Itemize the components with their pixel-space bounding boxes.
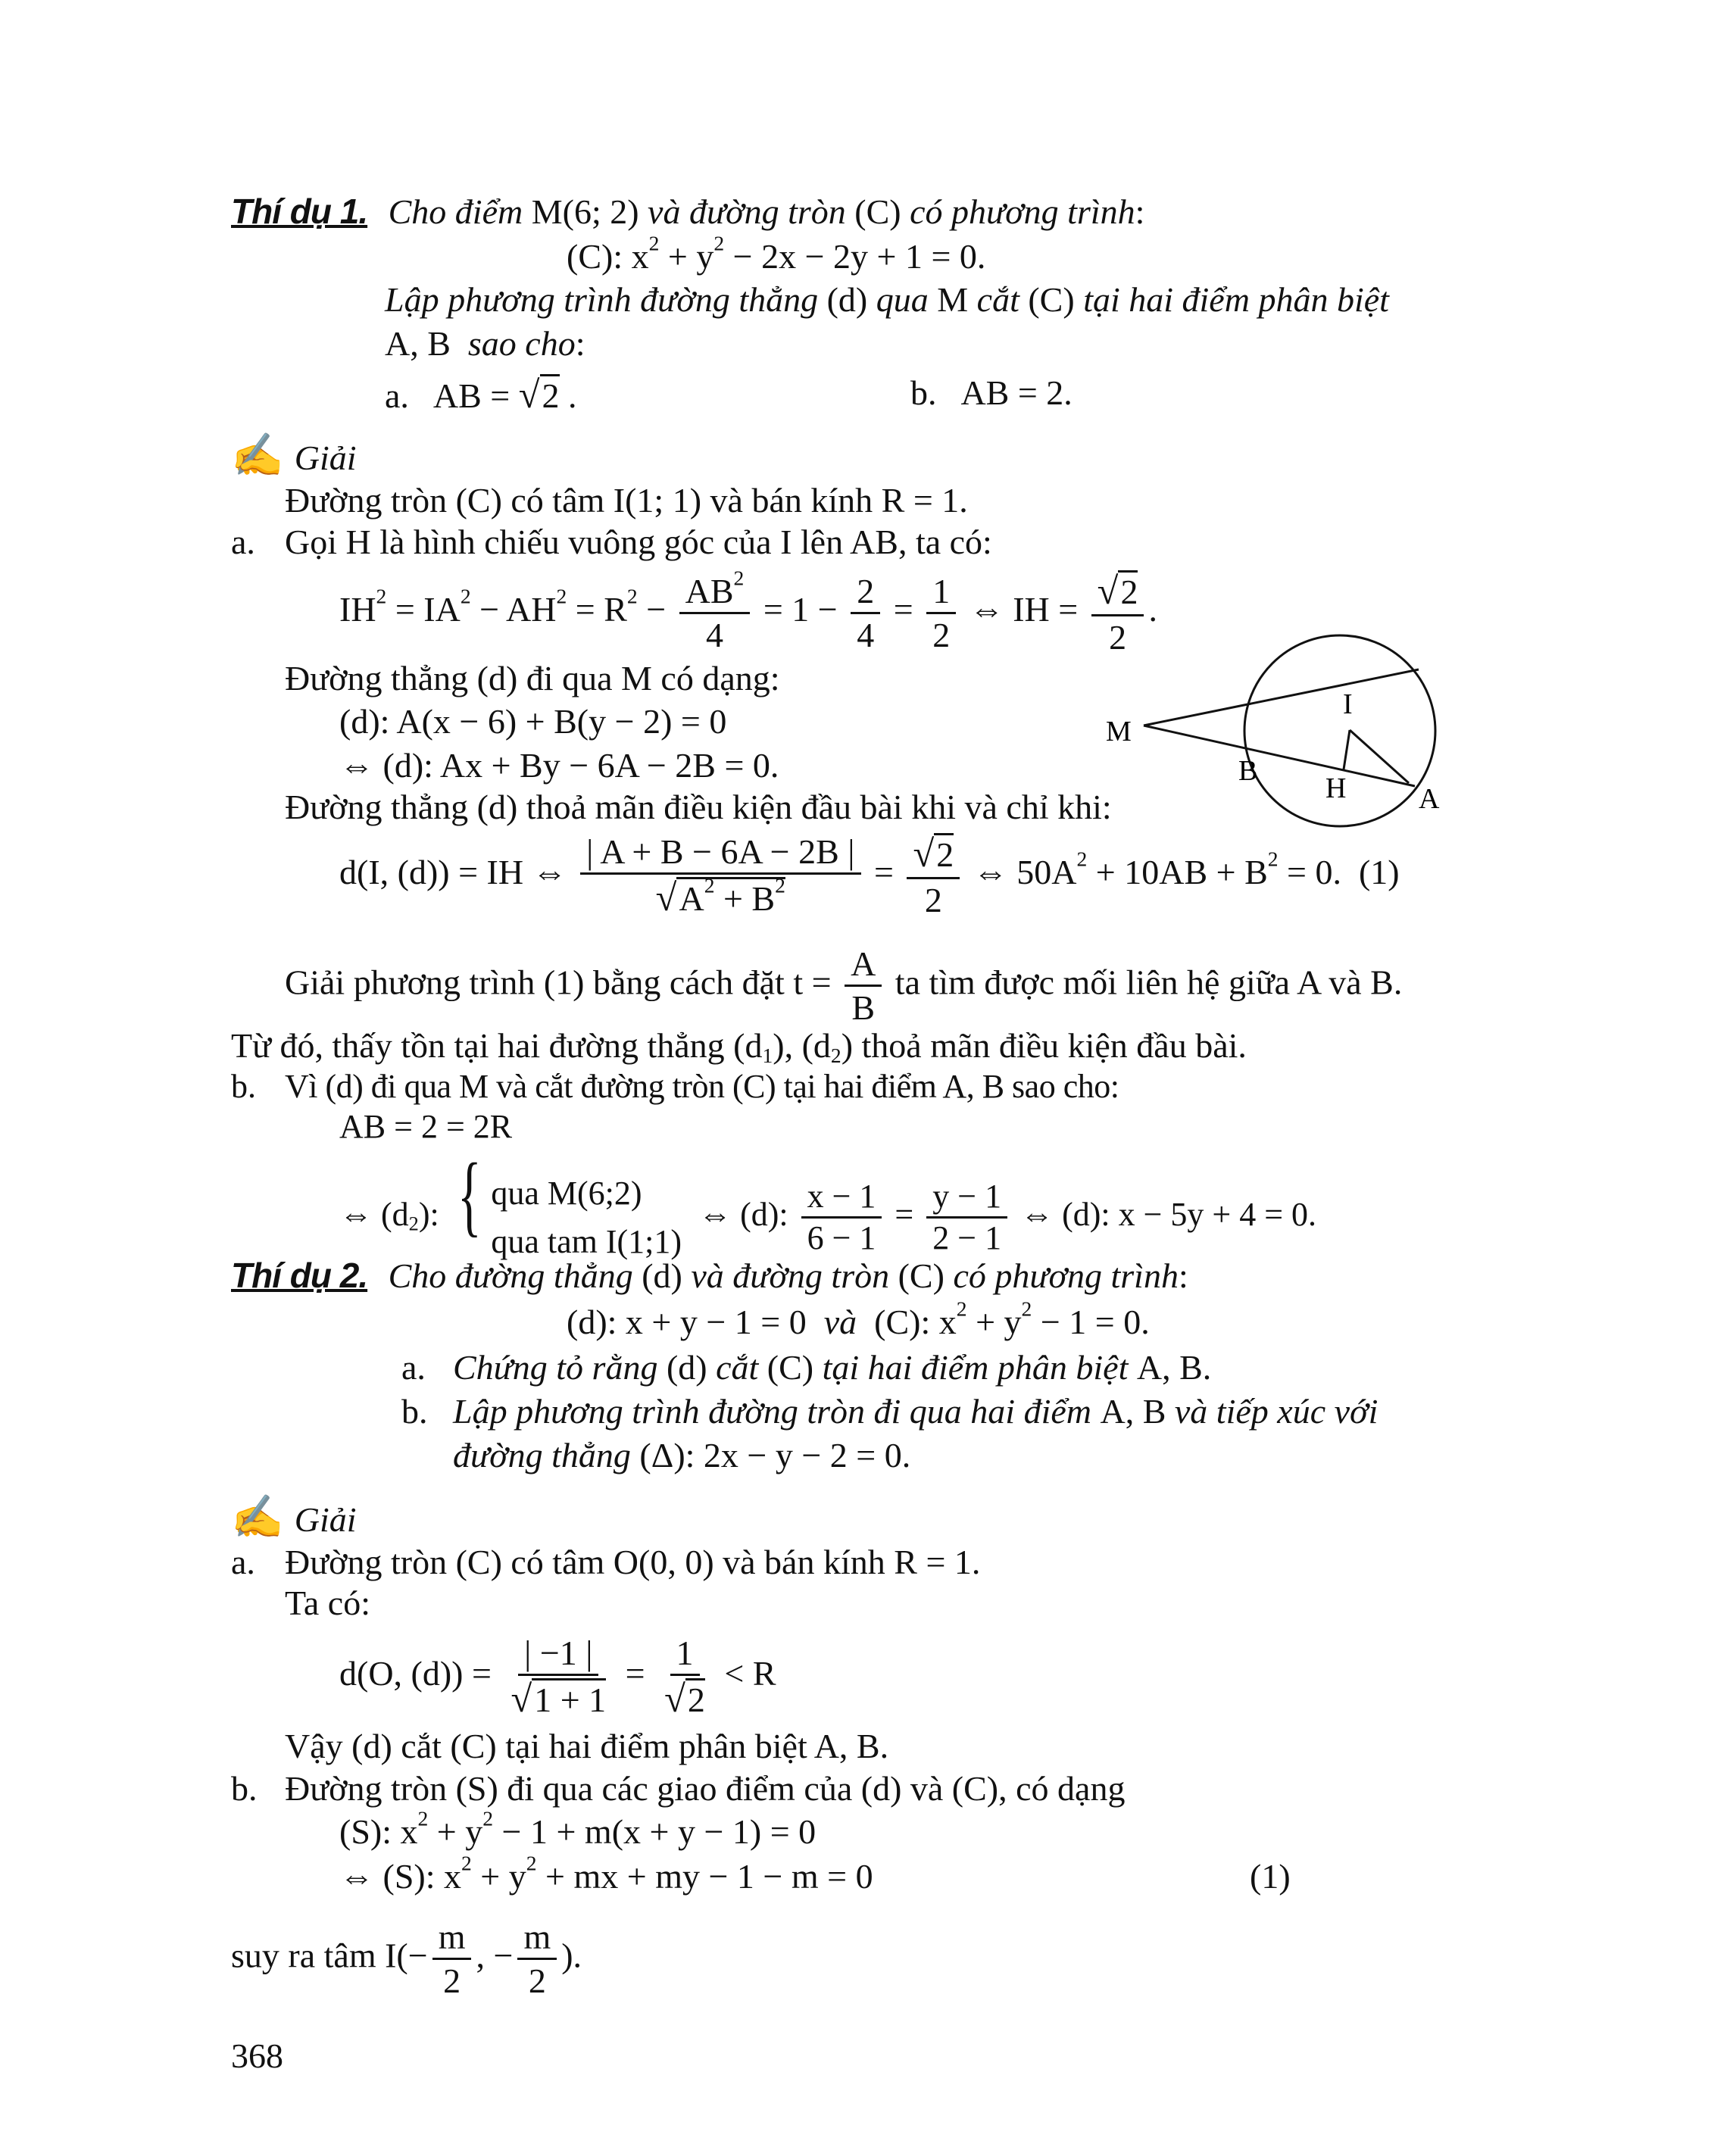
- page-number: 368: [231, 2036, 283, 2075]
- pen-writing-icon: ✍: [231, 432, 284, 479]
- solution-2-part-a-label: a.: [231, 1543, 255, 1581]
- solution-1-line-form: Đường thẳng (d) đi qua M có dạng:: [285, 659, 780, 697]
- example-2-part-a-text: Chứng tỏ rằng (d) cắt (C) tại hai điểm phân biệt A, B.: [453, 1348, 1212, 1387]
- solution-1-existence: Từ đó, thấy tồn tại hai đường thẳng $(d_1)$, $(d_2)$ thoả mãn điều kiện đầu bài.: [231, 1026, 1247, 1067]
- solution-2-s-equation-2: ⇔ (S): $x^2 + y^2$ + mx + my − 1 − m = 0: [339, 1851, 873, 1896]
- solution-1-part-a-label: a.: [231, 523, 255, 561]
- solution-1-distance-equation: d(I, (d)) = IH ⇔ $\frac{| A + B - 6A - 2B |}{√A^2 + B^2}$ = $\frac{√2}{2}$ ⇔ $50A^2 + 10AB + B^2 = 0$. (1): [339, 832, 1400, 919]
- example-1-part-a: a. AB = √2 .: [385, 373, 577, 416]
- example-1-task-continued: A, B sao cho:: [385, 324, 585, 363]
- solution-1-part-b-label: b.: [231, 1068, 256, 1105]
- example-1-circle-equation: (C): $x^2 + y^2 - 2x - 2y + 1 = 0$.: [567, 231, 986, 276]
- point-b-label: B: [1238, 755, 1258, 787]
- solution-1-solve-note: Giải phương trình (1) bằng cách đặt t = $\frac{A}{B}$ ta tìm được mối liên hệ giữa A và B.: [285, 944, 1403, 1028]
- segment-ih: [1344, 730, 1350, 769]
- solution-1-part-b-text: Vì (d) đi qua M và cắt đường tròn (C) tại hai điểm A, B sao cho:: [285, 1068, 1119, 1105]
- solution-2-heading: ✍ Giải: [231, 1494, 357, 1541]
- solution-2-taco: Ta có:: [285, 1584, 371, 1622]
- point-a-label: A: [1419, 783, 1440, 815]
- secant-lower: [1144, 726, 1415, 786]
- circle-diagram: [1091, 629, 1454, 856]
- solution-2-part-a-text: Đường tròn (C) có tâm O(0, 0) và bán kính R = 1.: [285, 1543, 981, 1581]
- example-1-task: Lập phương trình đường thẳng (d) qua M cắt (C) tại hai điểm phân biệt: [385, 280, 1389, 319]
- solution-2-part-b-label: b.: [231, 1769, 258, 1808]
- solution-1-line-equation-1: (d): A(x − 6) + B(y − 2) = 0: [339, 702, 727, 741]
- example-1-part-b: b. AB = 2.: [910, 373, 1073, 412]
- example-2-part-b-text: Lập phương trình đường tròn đi qua hai điểm A, B và tiếp xúc với: [453, 1392, 1378, 1431]
- example-1-heading: Thí dụ 1. Cho điểm M(6; 2) và đường tròn (C) có phương trình:: [231, 192, 1145, 231]
- solution-1-ih-equation: $IH^2 = IA^2 - AH^2 = R^2$ − $\frac{AB^2}{4}$ = 1 − $\frac{2}{4}$ = $\frac{1}{2}$ ⇔ IH = $\frac{√2}{2}$ .: [339, 566, 1157, 657]
- solution-1-part-a-text: Gọi H là hình chiếu vuông góc của I lên AB, ta có:: [285, 523, 992, 561]
- solution-1-condition: Đường thẳng (d) thoả mãn điều kiện đầu bài khi và chỉ khi:: [285, 788, 1112, 826]
- solution-1-ab-equation: AB = 2 = 2R: [339, 1108, 513, 1145]
- point-i-label: I: [1343, 688, 1353, 720]
- left-brace-icon: {: [457, 1144, 482, 1245]
- secant-upper: [1144, 669, 1419, 726]
- point-h-label: H: [1325, 772, 1347, 804]
- example-2-equations: (d): x + y − 1 = 0 và (C): $x^2 + y^2 - 1 = 0$.: [567, 1297, 1150, 1341]
- example-2-part-b-label: b.: [401, 1392, 428, 1431]
- solution-2-equation-number: (1): [1250, 1857, 1291, 1896]
- example-2-heading: Thí dụ 2. Cho đường thẳng (d) và đường tròn (C) có phương trình:: [231, 1256, 1188, 1295]
- example-2-part-a-label: a.: [401, 1348, 426, 1387]
- solution-1-d2-equation: ⇔ $(d_2)$: { qua M(6;2) qua tam I(1;1) ⇔ (d): $\frac{x - 1}{6 - 1}$ = $\frac{y - 1}{2 - 1}$ ⇔ (d): x − 5y + 4 = 0.: [339, 1144, 1317, 1260]
- pen-writing-icon: ✍: [231, 1494, 284, 1541]
- solution-2-conclusion: Vậy (d) cắt (C) tại hai điểm phân biệt A, B.: [285, 1727, 889, 1765]
- solution-2-distance-equation: d(O, (d)) = $\frac{| -1 |}{√1 + 1}$ = $\frac{1}{√2}$ < R: [339, 1634, 776, 1721]
- solution-1-heading: ✍ Giải: [231, 432, 357, 479]
- solution-2-part-b-text: Đường tròn (S) đi qua các giao điểm của (d) và (C), có dạng: [285, 1769, 1126, 1808]
- point-m-label: M: [1106, 716, 1132, 747]
- segment-ia: [1350, 730, 1409, 783]
- solution-1-line-equation-2: ⇔ (d): Ax + By − 6A − 2B = 0.: [339, 746, 779, 785]
- example-2-part-b-text-continued: đường thẳng (Δ): 2x − y − 2 = 0.: [453, 1436, 911, 1475]
- solution-2-s-equation-1: (S): $x^2 + y^2 - 1 + m(x + y - 1) = 0$: [339, 1806, 816, 1851]
- solution-2-center: suy ra tâm I(− $\frac{m}{2}$ , − $\frac{m}{2}$ ).: [231, 1918, 582, 2001]
- solution-1-circle-info: Đường tròn (C) có tâm I(1; 1) và bán kính R = 1.: [285, 481, 968, 520]
